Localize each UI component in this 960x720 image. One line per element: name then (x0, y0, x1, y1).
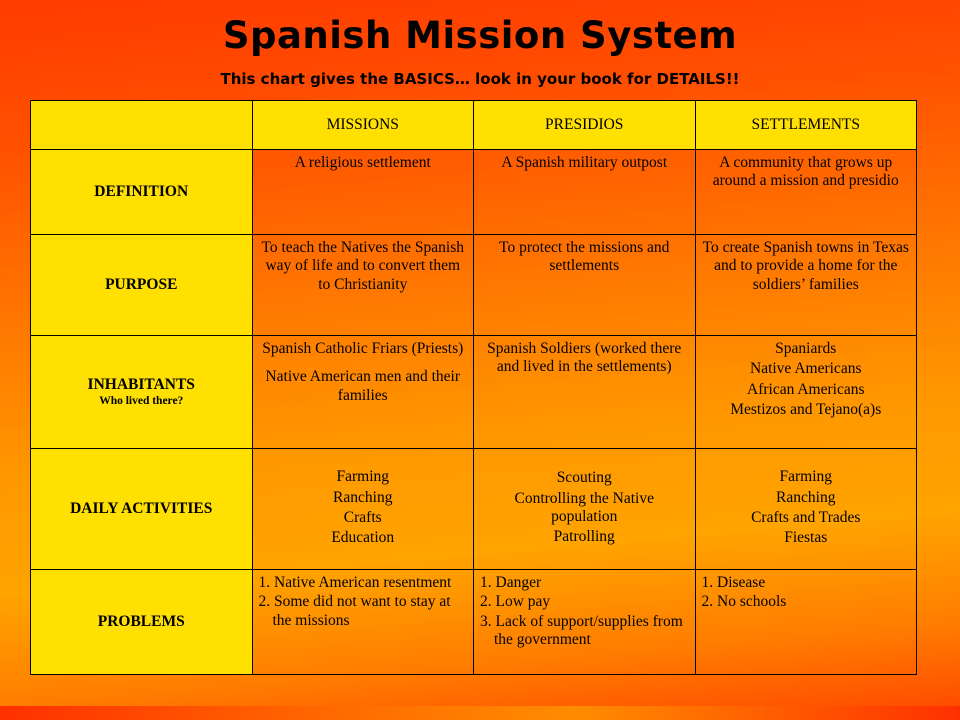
table-row (31, 449, 917, 570)
cell-purpose-missions: To teach the Natives the Spanish way of life and to convert them to Christianity (252, 235, 474, 336)
row-header-inhabitants (31, 336, 253, 449)
cell-definition-settlements: A community that grows up around a mission and presidio (695, 150, 917, 235)
cell-definition-missions: A religious settlement (252, 150, 474, 235)
cell-inhabitants-presidios: Spanish Soldiers (worked there and lived in the settlements) (474, 336, 696, 449)
row-header-label: INHABITANTS (87, 375, 195, 393)
footer-strip (0, 706, 960, 720)
table-header-row (31, 101, 917, 150)
cell-inhabitants-settlements: Spaniards Native Americans African Americans Mestizos and Tejano(a)s (695, 336, 917, 449)
table-row (31, 150, 917, 235)
row-header-label: DEFINITION (94, 182, 189, 200)
cell-problems-missions: 1. Native American resentment 2. Some did not want to stay at the missions (252, 570, 474, 675)
row-header-label: PURPOSE (105, 275, 178, 293)
column-header-missions: MISSIONS (252, 101, 474, 150)
table-row (31, 570, 917, 675)
cell-problems-settlements: 1. Disease 2. No schools (695, 570, 917, 675)
cell-purpose-presidios: To protect the missions and settlements (474, 235, 696, 336)
cell-problems-presidios: 1. Danger 2. Low pay 3. Lack of support/supplies from the government (474, 570, 696, 675)
table-row (31, 235, 917, 336)
table-corner-cell (31, 101, 253, 150)
chart-container (30, 100, 917, 675)
row-header-purpose (31, 235, 253, 336)
cell-purpose-settlements: To create Spanish towns in Texas and to provide a home for the soldiers’ families (695, 235, 917, 336)
column-header-settlements: SETTLEMENTS (695, 101, 917, 150)
column-header-presidios: PRESIDIOS (474, 101, 696, 150)
row-header-problems (31, 570, 253, 675)
table-row (31, 336, 917, 449)
row-header-definition (31, 150, 253, 235)
row-header-daily-activities (31, 449, 253, 570)
page-title: Spanish Mission System (222, 14, 738, 57)
comparison-table (30, 100, 917, 675)
cell-activities-missions: Farming Ranching Crafts Education (252, 449, 474, 570)
row-header-label: DAILY ACTIVITIES (70, 499, 213, 517)
cell-activities-presidios: Scouting Controlling the Native population Patrolling (474, 449, 696, 570)
cell-definition-presidios: A Spanish military outpost (474, 150, 696, 235)
cell-activities-settlements: Farming Ranching Crafts and Trades Fiestas (695, 449, 917, 570)
cell-inhabitants-missions: Spanish Catholic Friars (Priests) Native American men and their families (252, 336, 474, 449)
page-subtitle: This chart gives the BASICS… look in your book for DETAILS!! (220, 69, 740, 88)
row-header-label: PROBLEMS (97, 612, 185, 630)
row-header-sublabel: Who lived there? (99, 394, 184, 407)
